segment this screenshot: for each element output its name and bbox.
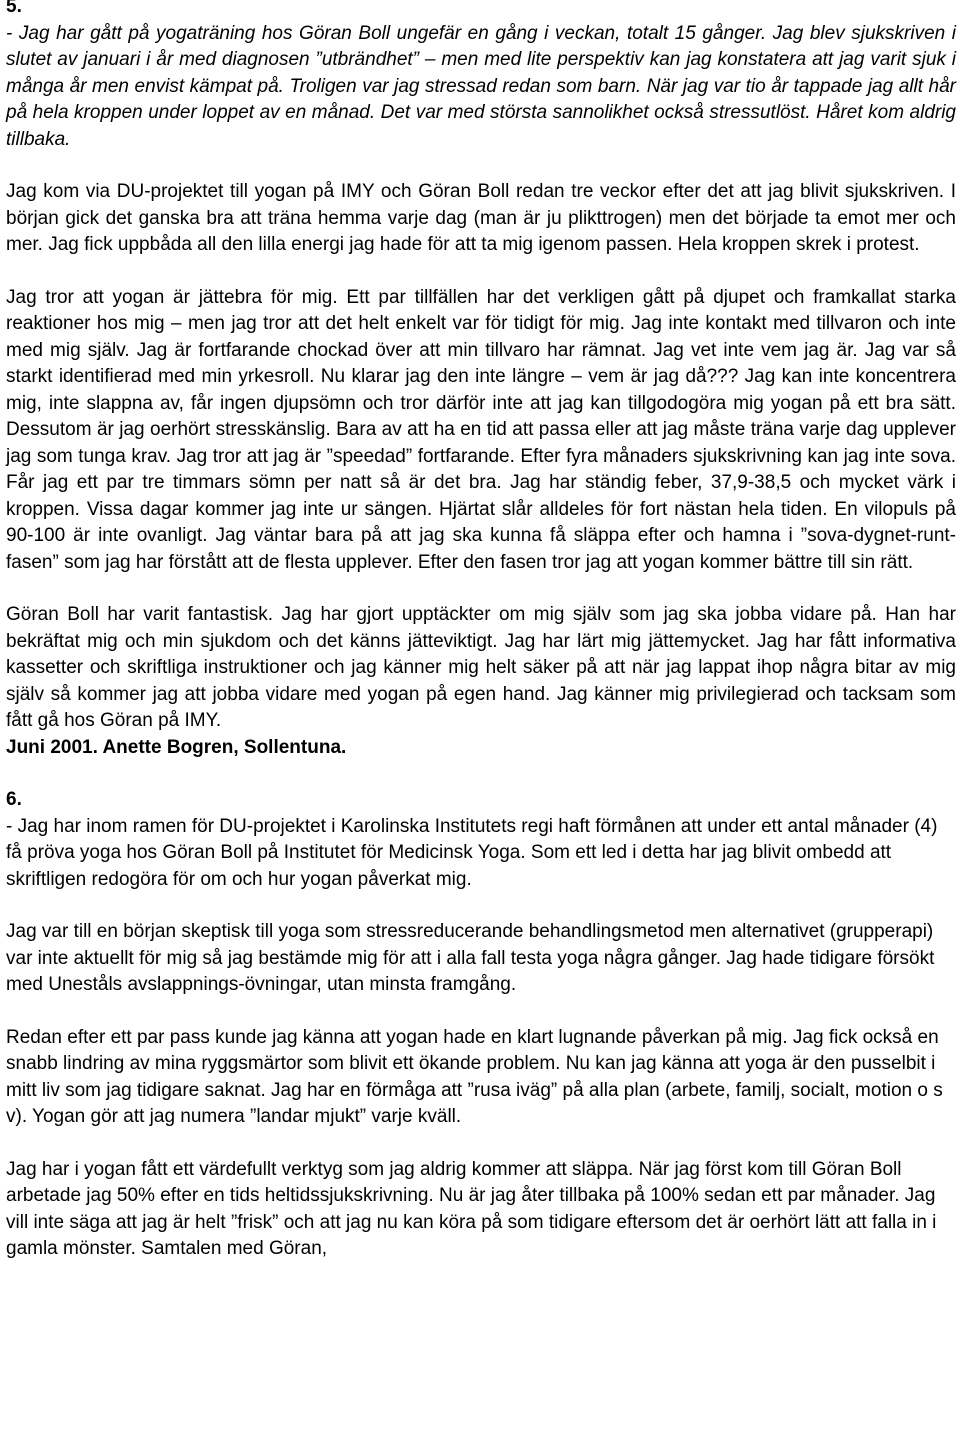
- section6-paragraph-1: - Jag har inom ramen för DU-projektet i Karolinska Institutets regi haft förmånen att under ett antal månader (4) få pröva yoga hos Göran Boll på Institutet för Medicinsk Yoga. Som ett led i detta har jag blivit ombedd att skriftligen redogöra för om och hur yogan påverkat mig.: [6, 815, 938, 890]
- section5-paragraph-4: Göran Boll har varit fantastisk. Jag har gjort upptäckter om mig själv som jag ska jobba vidare på. Han har bekräftat mig och min sjukdom och det känns jätteviktigt. Jag har lärt mig jättemycket. Jag har fått informativa kassetter och skriftliga instruktioner och jag känner mig helt säker på att när jag lappat ihop några bitar av mig själv så kommer jag att jobba vidare med yogan på egen hand. Jag känner mig privilegierad och tacksam som fått gå hos Göran på IMY.: [6, 604, 956, 731]
- paragraph-gap: [6, 153, 956, 179]
- paragraph-gap: [6, 1131, 956, 1157]
- section5-paragraph-1: - Jag har gått på yogaträning hos Göran Boll ungefär en gång i veckan, totalt 15 gånger. Jag blev sjukskriven i slutet av januari i år med diagnosen ”utbrändhet” – men med lite perspektiv kan jag konstatera att jag varit sjuk i många år men envist kämpat på. Troligen var jag stressad redan som barn. När jag var tio år tappade jag allt hår på hela kroppen under loppet av en månad. Det var med största sannolikhet också stressutlöst. Håret kom aldrig tillbaka.: [6, 22, 956, 150]
- signature-line: Juni 2001. Anette Bogren, Sollentuna.: [6, 736, 347, 758]
- paragraph-gap: [6, 259, 956, 285]
- paragraph-gap: [6, 999, 956, 1025]
- section5-paragraph-2: Jag kom via DU-projektet till yogan på IMY och Göran Boll redan tre veckor efter det att jag blivit sjukskriven. I början gick det ganska bra att träna hemma varje dag (man är ju plikttrogen) men det började ta emot mer och mer. Jag fick uppbåda all den lilla energi jag hade för att ta mig igenom passen. Hela kroppen skrek i protest.: [6, 181, 956, 255]
- paragraph-gap: [6, 576, 956, 602]
- section6-paragraph-2: Jag var till en början skeptisk till yoga som stressreducerande behandlingsmetod men alternativet (grupperapi) var inte aktuellt för mig så jag bestämde mig för att i alla fall testa yoga några gånger. Jag hade tidigare försökt med Uneståls avslappnings-övningar, utan minsta framgång.: [6, 921, 935, 995]
- section5-paragraph-3: Jag tror att yogan är jättebra för mig. Ett par tillfällen har det verkligen gått på djupet och framkallat starka reaktioner hos mig – men jag tror att det helt enkelt var för tidigt för mig. Jag inte kontakt med tillvaron och inte med mig själv. Jag är fortfarande chockad över att min tillvaro har rämnat. Jag vet inte vem jag är. Jag var så starkt identifierad med min yrkesroll. Nu klarar jag den inte längre – vem är jag då??? Jag kan inte koncentrera mig, inte slappna av, får ingen djupsömn och tror därför inte att jag kan tillgodogöra mig yogan på ett bra sätt. Dessutom är jag oerhört stresskänslig. Bara av att ha en tid att passa eller att jag måste träna varje dag upplever jag som tunga krav. Jag tror att jag är ”speedad” fortfarande. Efter fyra månaders sjukskrivning kan jag inte sova. Får jag ett par tre timmars sömn per natt så är det bra. Jag har ständig feber, 37,9-38,5 och mycket värk i kroppen. Vissa dagar kommer jag inte ur sängen. Hjärtat slår alldeles för fort nästan hela tiden. En vilopuls på 90-100 är inte ovanligt. Jag väntar bara på att jag ska kunna få släppa efter och hamna i ”sova-dygnet-runt-fasen” som jag har förstått att de flesta upplever. Efter den fasen tror jag att yogan kommer bättre till sin rätt.: [6, 286, 956, 573]
- paragraph-gap: [6, 893, 956, 919]
- section6-paragraph-3: Redan efter ett par pass kunde jag känna att yogan hade en klart lugnande påverkan på mig. Jag fick också en snabb lindring av mina ryggsmärtor som blivit ett ökande problem. Nu kan jag känna att yoga är den pusselbit i mitt liv som jag tidigare saknat. Jag har en förmåga att ”rusa iväg” på alla plan (arbete, familj, socialt, motion o s v). Yogan gör att jag numera ”landar mjukt” varje kväll.: [6, 1026, 943, 1127]
- document-page: [6, 0, 956, 1263]
- section-number-6: 6.: [6, 789, 22, 810]
- section-number-5: 5.: [6, 0, 22, 17]
- section6-paragraph-4: Jag har i yogan fått ett värdefullt verktyg som jag aldrig kommer att släppa. När jag först kom till Göran Boll arbetade jag 50% efter en tids heltidssjukskrivning. Nu är jag åter tillbaka på 100% sedan ett par månader. Jag vill inte säga att jag är helt ”frisk” och att jag nu kan köra på som tidigare eftersom det är oerhört lätt att falla in i gamla mönster. Samtalen med Göran,: [6, 1158, 937, 1259]
- paragraph-gap: [6, 761, 956, 787]
